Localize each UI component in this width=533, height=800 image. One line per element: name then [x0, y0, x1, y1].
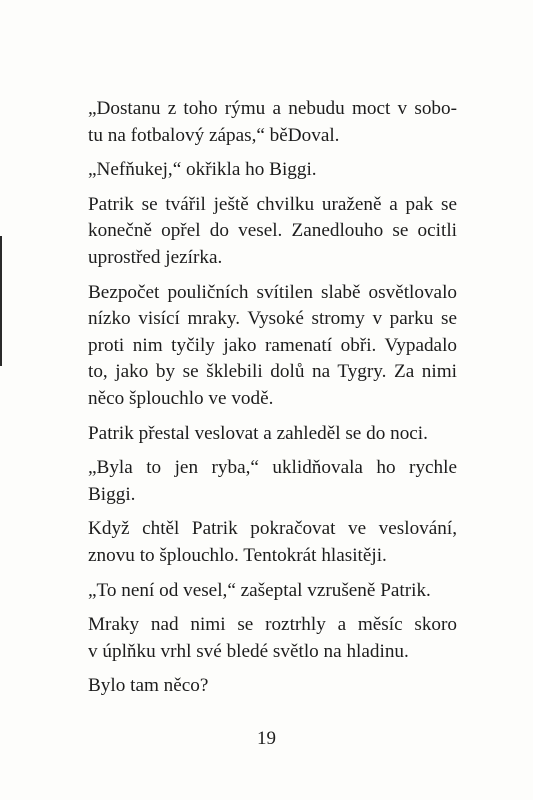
text-line: Bylo tam něco?	[88, 675, 209, 697]
text-line: něco šplouchlo ve vodě.	[88, 387, 274, 409]
body-text	[88, 96, 457, 708]
text-line: uprostřed jezírka.	[88, 246, 223, 268]
text-line: „Dostanu z toho rýmu a nebudu moct v sobo-	[88, 98, 457, 119]
paragraph	[88, 516, 457, 569]
binding-edge-line	[0, 236, 2, 366]
text-line: „Byla to jen ryba,“ uklidňovala ho rychle	[88, 457, 457, 479]
text-line: nízko visící mraky. Vysoké stromy v parku se	[88, 308, 457, 330]
text-line: konečně opřel do vesel. Zanedlouho se ocitli	[88, 220, 457, 242]
text-line: tu na fotbalový zápas,“ běDoval.	[88, 124, 340, 146]
text-line: „Nefňukej,“ okřikla ho Biggi.	[88, 159, 317, 181]
paragraph	[88, 578, 457, 605]
text-line: Patrik přestal veslovat a zahleděl se do noci.	[88, 422, 428, 444]
paragraph	[88, 96, 457, 149]
paragraph	[88, 157, 457, 184]
text-line: proti nim tyčily jako ramenatí obři. Vypadalo	[88, 334, 457, 356]
text-line: to, jako by se šklebili dolů na Tygry. Za nimi	[88, 361, 457, 383]
paragraph	[88, 280, 457, 413]
page-number: 19	[257, 728, 276, 749]
text-line: znovu to šplouchlo. Tentokrát hlasitěji.	[88, 544, 387, 566]
text-line: v úplňku vrhl své bledé světlo na hladinu.	[88, 640, 409, 662]
paragraph	[88, 421, 457, 448]
text-line: Patrik se tvářil ještě chvilku uraženě a pak se	[88, 193, 457, 215]
paragraph	[88, 455, 457, 508]
text-line: Když chtěl Patrik pokračovat ve veslování,	[88, 518, 457, 540]
paragraph	[88, 612, 457, 665]
text-line: Biggi.	[88, 483, 136, 505]
text-line: „To není od vesel,“ zašeptal vzrušeně Patrik.	[88, 579, 431, 601]
paragraph	[88, 192, 457, 272]
text-line: Mraky nad nimi se roztrhly a měsíc skoro	[88, 614, 457, 636]
text-line: Bezpočet pouličních svítilen slabě osvětlovalo	[88, 281, 457, 303]
paragraph	[88, 673, 457, 700]
